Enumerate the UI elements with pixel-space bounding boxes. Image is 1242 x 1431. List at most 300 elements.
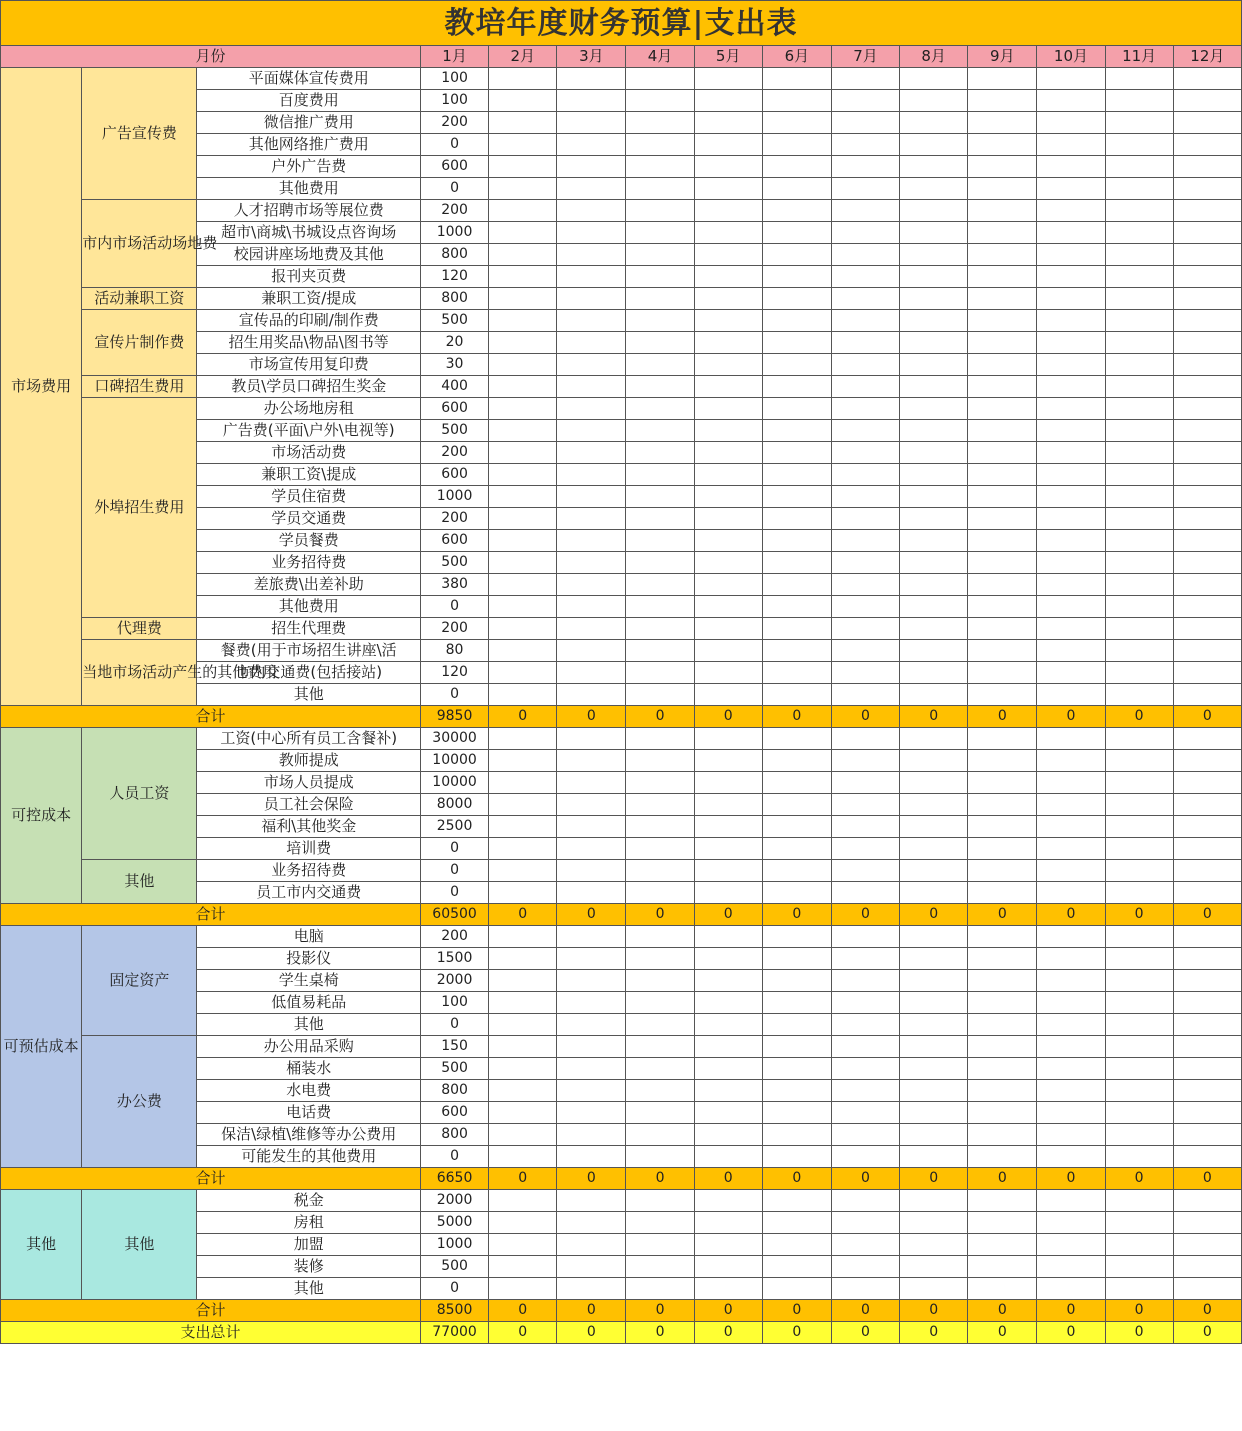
empty-cell xyxy=(1105,310,1173,332)
grand-total-value: 0 xyxy=(694,1322,762,1344)
empty-cell xyxy=(1105,750,1173,772)
empty-cell xyxy=(831,1124,899,1146)
empty-cell xyxy=(694,1058,762,1080)
empty-cell xyxy=(831,728,899,750)
empty-cell xyxy=(831,750,899,772)
jan-value-cell: 0 xyxy=(420,178,488,200)
jan-value-cell: 500 xyxy=(420,310,488,332)
empty-cell xyxy=(626,860,694,882)
subtotal-value: 0 xyxy=(1173,706,1241,728)
empty-cell xyxy=(489,1278,557,1300)
empty-cell xyxy=(831,376,899,398)
empty-cell xyxy=(694,90,762,112)
empty-cell xyxy=(557,552,626,574)
empty-cell xyxy=(489,1124,557,1146)
month-header-label: 月份 xyxy=(1,46,421,68)
empty-cell xyxy=(1037,508,1105,530)
empty-cell xyxy=(1037,244,1105,266)
empty-cell xyxy=(1037,266,1105,288)
item-name-cell: 水电费 xyxy=(197,1080,421,1102)
empty-cell xyxy=(626,354,694,376)
empty-cell xyxy=(900,882,968,904)
empty-cell xyxy=(626,332,694,354)
subtotal-row xyxy=(1,1300,1242,1322)
empty-cell xyxy=(1173,508,1241,530)
empty-cell xyxy=(694,816,762,838)
empty-cell xyxy=(762,200,831,222)
subtotal-value: 0 xyxy=(1037,1168,1105,1190)
empty-cell xyxy=(694,420,762,442)
empty-cell xyxy=(968,288,1037,310)
empty-cell xyxy=(694,266,762,288)
empty-cell xyxy=(489,970,557,992)
empty-cell xyxy=(1105,90,1173,112)
empty-cell xyxy=(1105,1036,1173,1058)
empty-cell xyxy=(1173,926,1241,948)
category-cell: 其他 xyxy=(1,1190,82,1300)
empty-cell xyxy=(762,596,831,618)
empty-cell xyxy=(557,772,626,794)
empty-cell xyxy=(762,1278,831,1300)
empty-cell xyxy=(1105,684,1173,706)
empty-cell xyxy=(968,1124,1037,1146)
jan-value-cell: 0 xyxy=(420,1146,488,1168)
empty-cell xyxy=(831,1014,899,1036)
empty-cell xyxy=(900,772,968,794)
empty-cell xyxy=(1173,200,1241,222)
empty-cell xyxy=(489,552,557,574)
empty-cell xyxy=(1173,772,1241,794)
empty-cell xyxy=(1173,310,1241,332)
jan-value-cell: 200 xyxy=(420,926,488,948)
empty-cell xyxy=(831,552,899,574)
grand-total-value: 0 xyxy=(762,1322,831,1344)
empty-cell xyxy=(1173,684,1241,706)
empty-cell xyxy=(557,134,626,156)
empty-cell xyxy=(900,442,968,464)
empty-cell xyxy=(626,662,694,684)
subtotal-value: 0 xyxy=(626,1168,694,1190)
empty-cell xyxy=(968,156,1037,178)
jan-value-cell: 600 xyxy=(420,398,488,420)
item-name-cell: 办公用品采购 xyxy=(197,1036,421,1058)
grand-total-value: 0 xyxy=(831,1322,899,1344)
empty-cell xyxy=(762,420,831,442)
empty-cell xyxy=(1173,1058,1241,1080)
empty-cell xyxy=(762,178,831,200)
item-name-cell: 加盟 xyxy=(197,1234,421,1256)
grand-total-value: 0 xyxy=(557,1322,626,1344)
empty-cell xyxy=(626,266,694,288)
empty-cell xyxy=(831,1190,899,1212)
empty-cell xyxy=(489,1256,557,1278)
subtotal-value: 0 xyxy=(1105,706,1173,728)
empty-cell xyxy=(762,1212,831,1234)
empty-cell xyxy=(626,992,694,1014)
empty-cell xyxy=(1037,354,1105,376)
empty-cell xyxy=(900,596,968,618)
empty-cell xyxy=(968,1080,1037,1102)
jan-value-cell: 200 xyxy=(420,200,488,222)
empty-cell xyxy=(557,970,626,992)
item-name-cell: 微信推广费用 xyxy=(197,112,421,134)
empty-cell xyxy=(762,926,831,948)
empty-cell xyxy=(1105,772,1173,794)
empty-cell xyxy=(900,288,968,310)
table-row xyxy=(1,398,1242,420)
empty-cell xyxy=(762,222,831,244)
empty-cell xyxy=(1173,596,1241,618)
empty-cell xyxy=(1105,156,1173,178)
subtotal-value: 0 xyxy=(1037,706,1105,728)
empty-cell xyxy=(1105,838,1173,860)
empty-cell xyxy=(557,1212,626,1234)
empty-cell xyxy=(626,530,694,552)
empty-cell xyxy=(762,90,831,112)
empty-cell xyxy=(831,684,899,706)
empty-cell xyxy=(1105,420,1173,442)
empty-cell xyxy=(626,1234,694,1256)
jan-value-cell: 100 xyxy=(420,992,488,1014)
jan-value-cell: 0 xyxy=(420,1014,488,1036)
empty-cell xyxy=(489,1212,557,1234)
empty-cell xyxy=(1105,68,1173,90)
empty-cell xyxy=(557,838,626,860)
empty-cell xyxy=(489,662,557,684)
empty-cell xyxy=(1037,1036,1105,1058)
empty-cell xyxy=(1037,640,1105,662)
empty-cell xyxy=(1105,1058,1173,1080)
group-cell: 当地市场活动产生的其他费用 xyxy=(82,640,197,706)
empty-cell xyxy=(626,112,694,134)
empty-cell xyxy=(694,178,762,200)
item-name-cell: 办公场地房租 xyxy=(197,398,421,420)
empty-cell xyxy=(1173,1234,1241,1256)
subtotal-label: 合计 xyxy=(1,904,421,926)
empty-cell xyxy=(557,640,626,662)
empty-cell xyxy=(900,618,968,640)
empty-cell xyxy=(557,992,626,1014)
empty-cell xyxy=(694,772,762,794)
empty-cell xyxy=(626,1212,694,1234)
item-name-cell: 校园讲座场地费及其他 xyxy=(197,244,421,266)
empty-cell xyxy=(831,618,899,640)
empty-cell xyxy=(489,684,557,706)
table-row xyxy=(1,1036,1242,1058)
subtotal-value: 0 xyxy=(762,1168,831,1190)
empty-cell xyxy=(900,310,968,332)
empty-cell xyxy=(626,420,694,442)
empty-cell xyxy=(831,640,899,662)
empty-cell xyxy=(1173,552,1241,574)
empty-cell xyxy=(1173,530,1241,552)
empty-cell xyxy=(1173,838,1241,860)
empty-cell xyxy=(557,794,626,816)
empty-cell xyxy=(1037,926,1105,948)
grand-total-value: 0 xyxy=(900,1322,968,1344)
empty-cell xyxy=(1173,1256,1241,1278)
empty-cell xyxy=(1037,310,1105,332)
jan-value-cell: 200 xyxy=(420,508,488,530)
empty-cell xyxy=(1105,1146,1173,1168)
empty-cell xyxy=(900,948,968,970)
empty-cell xyxy=(1173,134,1241,156)
subtotal-value: 0 xyxy=(557,706,626,728)
empty-cell xyxy=(694,134,762,156)
empty-cell xyxy=(1105,376,1173,398)
empty-cell xyxy=(831,1080,899,1102)
empty-cell xyxy=(489,574,557,596)
empty-cell xyxy=(1173,1124,1241,1146)
empty-cell xyxy=(626,684,694,706)
empty-cell xyxy=(626,1190,694,1212)
empty-cell xyxy=(1037,68,1105,90)
item-name-cell: 其他费用 xyxy=(197,178,421,200)
empty-cell xyxy=(489,68,557,90)
empty-cell xyxy=(626,442,694,464)
empty-cell xyxy=(489,508,557,530)
empty-cell xyxy=(557,574,626,596)
empty-cell xyxy=(626,68,694,90)
empty-cell xyxy=(1037,420,1105,442)
empty-cell xyxy=(762,530,831,552)
empty-cell xyxy=(900,486,968,508)
empty-cell xyxy=(489,178,557,200)
empty-cell xyxy=(968,464,1037,486)
empty-cell xyxy=(1105,728,1173,750)
jan-value-cell: 0 xyxy=(420,838,488,860)
empty-cell xyxy=(626,882,694,904)
item-name-cell: 宣传品的印刷/制作费 xyxy=(197,310,421,332)
subtotal-value: 0 xyxy=(1173,1300,1241,1322)
empty-cell xyxy=(1105,200,1173,222)
item-name-cell: 招生代理费 xyxy=(197,618,421,640)
jan-value-cell: 800 xyxy=(420,1080,488,1102)
empty-cell xyxy=(557,1190,626,1212)
empty-cell xyxy=(489,838,557,860)
empty-cell xyxy=(968,222,1037,244)
item-name-cell: 报刊夹页费 xyxy=(197,266,421,288)
empty-cell xyxy=(694,882,762,904)
item-name-cell: 兼职工资\提成 xyxy=(197,464,421,486)
empty-cell xyxy=(1173,1014,1241,1036)
empty-cell xyxy=(762,1124,831,1146)
empty-cell xyxy=(557,684,626,706)
empty-cell xyxy=(489,90,557,112)
empty-cell xyxy=(900,222,968,244)
empty-cell xyxy=(1037,200,1105,222)
empty-cell xyxy=(900,266,968,288)
subtotal-label: 合计 xyxy=(1,1168,421,1190)
month-header: 12月 xyxy=(1173,46,1241,68)
empty-cell xyxy=(557,882,626,904)
empty-cell xyxy=(1105,948,1173,970)
jan-value-cell: 600 xyxy=(420,530,488,552)
empty-cell xyxy=(1173,1190,1241,1212)
empty-cell xyxy=(762,332,831,354)
empty-cell xyxy=(831,1278,899,1300)
empty-cell xyxy=(1173,376,1241,398)
empty-cell xyxy=(694,948,762,970)
jan-value-cell: 800 xyxy=(420,244,488,266)
empty-cell xyxy=(831,574,899,596)
empty-cell xyxy=(1173,288,1241,310)
empty-cell xyxy=(968,728,1037,750)
empty-cell xyxy=(1105,1256,1173,1278)
empty-cell xyxy=(1105,464,1173,486)
table-row xyxy=(1,376,1242,398)
empty-cell xyxy=(557,442,626,464)
empty-cell xyxy=(557,178,626,200)
empty-cell xyxy=(1037,464,1105,486)
jan-value-cell: 600 xyxy=(420,156,488,178)
empty-cell xyxy=(900,1102,968,1124)
subtotal-value: 0 xyxy=(626,1300,694,1322)
empty-cell xyxy=(900,1256,968,1278)
jan-value-cell: 600 xyxy=(420,1102,488,1124)
empty-cell xyxy=(831,156,899,178)
empty-cell xyxy=(626,948,694,970)
jan-value-cell: 800 xyxy=(420,288,488,310)
empty-cell xyxy=(694,398,762,420)
empty-cell xyxy=(831,1146,899,1168)
month-header: 1月 xyxy=(420,46,488,68)
group-cell: 办公费 xyxy=(82,1036,197,1168)
empty-cell xyxy=(489,134,557,156)
empty-cell xyxy=(626,310,694,332)
empty-cell xyxy=(831,266,899,288)
empty-cell xyxy=(626,1124,694,1146)
empty-cell xyxy=(694,970,762,992)
empty-cell xyxy=(557,1278,626,1300)
empty-cell xyxy=(1105,926,1173,948)
jan-value-cell: 20 xyxy=(420,332,488,354)
empty-cell xyxy=(968,992,1037,1014)
empty-cell xyxy=(557,926,626,948)
jan-value-cell: 0 xyxy=(420,134,488,156)
empty-cell xyxy=(557,486,626,508)
subtotal-value: 0 xyxy=(1105,1168,1173,1190)
jan-value-cell: 100 xyxy=(420,90,488,112)
empty-cell xyxy=(968,420,1037,442)
empty-cell xyxy=(1037,1080,1105,1102)
item-name-cell: 学员餐费 xyxy=(197,530,421,552)
item-name-cell: 培训费 xyxy=(197,838,421,860)
jan-value-cell: 0 xyxy=(420,1278,488,1300)
empty-cell xyxy=(1173,156,1241,178)
empty-cell xyxy=(489,1234,557,1256)
empty-cell xyxy=(1105,1278,1173,1300)
subtotal-value: 0 xyxy=(1037,904,1105,926)
empty-cell xyxy=(1173,970,1241,992)
empty-cell xyxy=(1037,618,1105,640)
item-name-cell: 房租 xyxy=(197,1212,421,1234)
empty-cell xyxy=(694,750,762,772)
table-row xyxy=(1,1190,1242,1212)
jan-value-cell: 400 xyxy=(420,376,488,398)
empty-cell xyxy=(489,1058,557,1080)
month-header: 8月 xyxy=(900,46,968,68)
item-name-cell: 其他网络推广费用 xyxy=(197,134,421,156)
subtotal-value: 0 xyxy=(900,1300,968,1322)
item-name-cell: 学员住宿费 xyxy=(197,486,421,508)
item-name-cell: 人才招聘市场等展位费 xyxy=(197,200,421,222)
empty-cell xyxy=(900,640,968,662)
empty-cell xyxy=(1173,728,1241,750)
empty-cell xyxy=(489,1102,557,1124)
subtotal-value: 0 xyxy=(1105,904,1173,926)
empty-cell xyxy=(489,464,557,486)
empty-cell xyxy=(831,200,899,222)
empty-cell xyxy=(1105,794,1173,816)
empty-cell xyxy=(831,288,899,310)
empty-cell xyxy=(1173,112,1241,134)
grand-total-value: 0 xyxy=(968,1322,1037,1344)
empty-cell xyxy=(1173,1278,1241,1300)
empty-cell xyxy=(968,816,1037,838)
empty-cell xyxy=(626,750,694,772)
empty-cell xyxy=(1037,376,1105,398)
empty-cell xyxy=(489,882,557,904)
empty-cell xyxy=(831,354,899,376)
empty-cell xyxy=(1037,772,1105,794)
jan-value-cell: 0 xyxy=(420,860,488,882)
empty-cell xyxy=(1105,442,1173,464)
table-row xyxy=(1,926,1242,948)
empty-cell xyxy=(489,1036,557,1058)
empty-cell xyxy=(1173,882,1241,904)
jan-value-cell: 500 xyxy=(420,420,488,442)
empty-cell xyxy=(489,310,557,332)
subtotal-value: 0 xyxy=(762,904,831,926)
jan-value-cell: 800 xyxy=(420,1124,488,1146)
jan-value-cell: 30 xyxy=(420,354,488,376)
empty-cell xyxy=(968,266,1037,288)
empty-cell xyxy=(626,772,694,794)
empty-cell xyxy=(831,1212,899,1234)
empty-cell xyxy=(557,948,626,970)
item-name-cell: 税金 xyxy=(197,1190,421,1212)
empty-cell xyxy=(489,222,557,244)
empty-cell xyxy=(626,816,694,838)
empty-cell xyxy=(968,574,1037,596)
empty-cell xyxy=(557,310,626,332)
empty-cell xyxy=(968,882,1037,904)
empty-cell xyxy=(968,178,1037,200)
item-name-cell: 平面媒体宣传费用 xyxy=(197,68,421,90)
empty-cell xyxy=(968,398,1037,420)
empty-cell xyxy=(762,684,831,706)
empty-cell xyxy=(1105,816,1173,838)
empty-cell xyxy=(762,156,831,178)
item-name-cell: 业务招待费 xyxy=(197,552,421,574)
empty-cell xyxy=(626,486,694,508)
empty-cell xyxy=(1105,288,1173,310)
subtotal-value: 0 xyxy=(900,904,968,926)
item-name-cell: 差旅费\出差补助 xyxy=(197,574,421,596)
group-cell: 人员工资 xyxy=(82,728,197,860)
empty-cell xyxy=(694,1234,762,1256)
empty-cell xyxy=(831,1102,899,1124)
empty-cell xyxy=(1105,354,1173,376)
empty-cell xyxy=(762,464,831,486)
header-row xyxy=(1,46,1242,68)
empty-cell xyxy=(968,1146,1037,1168)
empty-cell xyxy=(762,838,831,860)
empty-cell xyxy=(831,860,899,882)
group-cell: 市内市场活动场地费 xyxy=(82,200,197,288)
item-name-cell: 兼职工资/提成 xyxy=(197,288,421,310)
